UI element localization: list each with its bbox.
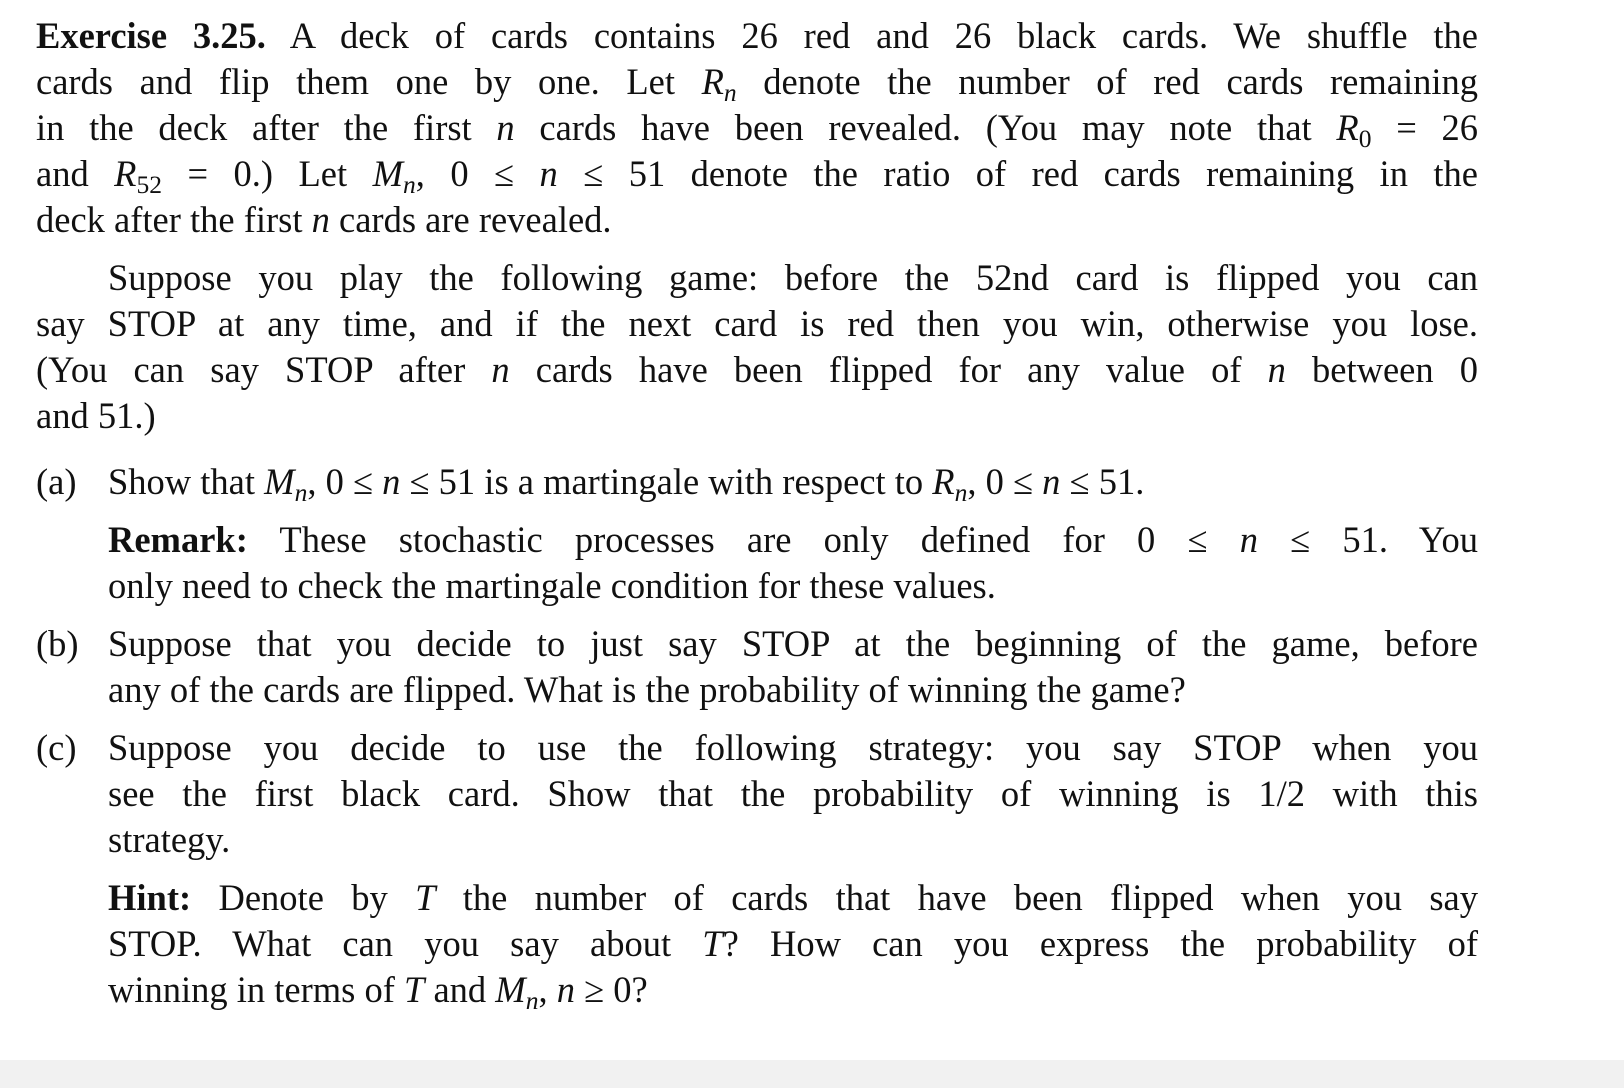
part-c-line-3: strategy. — [108, 819, 231, 860]
exercise-heading: Exercise 3.25. — [36, 15, 266, 56]
exercise-line-2: cards and flip them one by one. Let $R_n$ denote the number of red cards remaining — [36, 61, 1478, 108]
remark-label: Remark: — [108, 519, 248, 560]
hint-line-1: Hint: Denote by T the number of cards that have been flipped when you say — [108, 877, 1478, 918]
hint-line-2: STOP. What can you say about T? How can you express the probability of — [108, 923, 1479, 964]
part-c-label: (c) — [36, 727, 77, 768]
game-line-4: and 51.) — [36, 395, 156, 436]
part-c-line-2: see the first black card. Show that the probability of winning is 1/2 with this — [108, 773, 1478, 814]
part-c-line-1: Suppose you decide to use the following strategy: you say STOP when you — [108, 727, 1478, 768]
part-b-line-1: Suppose that you decide to just say STOP at the beginning of the game, before — [108, 623, 1478, 664]
game-line-2: say STOP at any time, and if the next card is red then you win, otherwise you lose. — [36, 303, 1478, 344]
exercise-line-1: Exercise 3.25. A deck of cards contains 26 red and 26 black cards. We shuffle the — [36, 15, 1478, 56]
part-b-line-2: any of the cards are flipped. What is the probability of winning the game? — [108, 669, 1186, 710]
exercise-line-5: deck after the first n cards are revealed. — [36, 199, 612, 240]
part-a-label: (a) — [36, 461, 77, 502]
part-a-line: Show that $M_n$, 0 ≤ n ≤ 51 is a martingale with respect to $R_n$, 0 ≤ n ≤ 51. — [108, 461, 1145, 508]
game-line-1: Suppose you play the following game: before the 52nd card is flipped you can — [108, 257, 1478, 298]
game-line-3: (You can say STOP after n cards have been flipped for any value of n between 0 — [36, 349, 1478, 390]
hint-line-3: winning in terms of T and $M_n$, n ≥ 0? — [108, 969, 648, 1016]
bottom-bar — [0, 1060, 1624, 1088]
part-b-label: (b) — [36, 623, 79, 664]
exercise-line-3: in the deck after the first n cards have been revealed. (You may note that $R_0 = 26$ — [36, 107, 1478, 154]
exercise-line-4: and $R_{52} = 0$.) Let $M_n$, 0 ≤ n ≤ 51 denote the ratio of red cards remaining in the — [36, 153, 1478, 200]
hint-label: Hint: — [108, 877, 192, 918]
remark-line-2: only need to check the martingale condition for these values. — [108, 565, 996, 606]
remark-line-1: Remark: These stochastic processes are only defined for 0 ≤ n ≤ 51. You — [108, 519, 1478, 560]
